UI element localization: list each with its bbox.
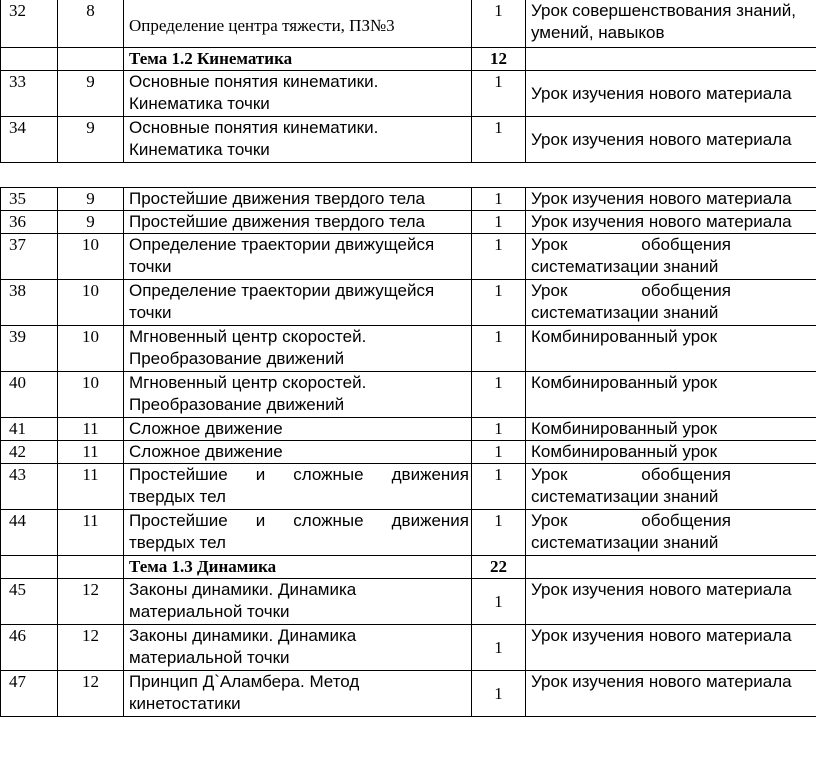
lesson-topic-line: Кинематика точки <box>129 140 270 159</box>
week-number: 11 <box>58 441 124 464</box>
lesson-topic-line <box>129 464 469 486</box>
table-row <box>1 671 816 717</box>
lesson-hours: 1 <box>472 418 526 441</box>
lesson-topic <box>124 372 472 418</box>
week-number: 10 <box>58 280 124 326</box>
lesson-topic-line: точки <box>129 257 172 276</box>
lesson-topic-line: Определение траектории движущейся <box>129 235 435 254</box>
table-row <box>1 71 816 117</box>
lesson-topic-line: Законы динамики. Динамика <box>129 626 357 645</box>
lesson-type-word: обобщения <box>641 281 731 300</box>
week-number: 9 <box>58 188 124 211</box>
lesson-topic <box>124 464 472 510</box>
lesson-hours: 1 <box>472 671 526 717</box>
lesson-topic <box>124 234 472 280</box>
lesson-type <box>526 510 816 556</box>
lesson-type: Комбинированный урок <box>526 326 816 372</box>
lesson-topic-word: движения <box>391 511 469 530</box>
lesson-type-word: обобщения <box>641 511 731 530</box>
lesson-topic-line: Основные понятия кинематики. <box>129 118 379 137</box>
lesson-topic <box>124 579 472 625</box>
week-number: 11 <box>58 418 124 441</box>
lesson-hours: 1 <box>472 625 526 671</box>
table-row <box>1 464 816 510</box>
lesson-hours: 1 <box>472 326 526 372</box>
lesson-number: 41 <box>1 418 58 441</box>
lesson-topic-line: Преобразование движений <box>129 349 345 368</box>
lesson-type-line <box>531 234 731 256</box>
lesson-type-line: систематизации знаний <box>531 303 719 322</box>
lesson-topic-line: Мгновенный центр скоростей. <box>129 373 367 392</box>
week-number: 9 <box>58 117 124 163</box>
lesson-topic-word: Простейшие <box>129 511 228 530</box>
table-row <box>1 280 816 326</box>
lesson-hours: 1 <box>472 188 526 211</box>
lesson-type-line <box>531 464 731 486</box>
lesson-topic-line: Мгновенный центр скоростей. <box>129 327 367 346</box>
lesson-topic: Определение центра тяжести, ПЗ№3 <box>124 0 472 48</box>
week-number: 12 <box>58 625 124 671</box>
lesson-topic-line: Принцип Д`Аламбера. Метод <box>129 672 360 691</box>
lesson-topic-line <box>129 510 469 532</box>
lesson-number: 34 <box>1 117 58 163</box>
lesson-type-line: систематизации знаний <box>531 533 719 552</box>
lesson-hours: 1 <box>472 280 526 326</box>
lesson-number: 33 <box>1 71 58 117</box>
lesson-number: 44 <box>1 510 58 556</box>
lesson-topic-line: Законы динамики. Динамика <box>129 580 357 599</box>
week-number: 10 <box>58 234 124 280</box>
lesson-type-word: обобщения <box>641 465 731 484</box>
week-number: 9 <box>58 71 124 117</box>
lesson-hours: 1 <box>472 464 526 510</box>
table-row <box>1 579 816 625</box>
lesson-number: 37 <box>1 234 58 280</box>
lesson-topic: Простейшие движения твердого тела <box>124 188 472 211</box>
lesson-number: 38 <box>1 280 58 326</box>
lesson-type: Урок изучения нового материала <box>526 211 816 234</box>
lesson-hours: 1 <box>472 0 526 48</box>
week-number: 11 <box>58 464 124 510</box>
lesson-hours: 1 <box>472 441 526 464</box>
lesson-type-line <box>531 280 731 302</box>
week-number: 10 <box>58 372 124 418</box>
section-hours: 12 <box>472 48 526 71</box>
lesson-topic <box>124 510 472 556</box>
lesson-hours: 1 <box>472 579 526 625</box>
lesson-topic: Простейшие движения твердого тела <box>124 211 472 234</box>
lesson-type-word: обобщения <box>641 235 731 254</box>
lesson-topic-line: материальной точки <box>129 602 290 621</box>
lesson-topic <box>124 671 472 717</box>
lesson-topic-word: сложные <box>293 465 364 484</box>
section-title: Тема 1.3 Динамика <box>124 556 472 579</box>
lesson-type <box>526 464 816 510</box>
week-number: 11 <box>58 510 124 556</box>
table-row <box>1 188 816 211</box>
table-row <box>1 117 816 163</box>
lesson-topic <box>124 280 472 326</box>
lesson-topic <box>124 117 472 163</box>
lesson-type <box>526 280 816 326</box>
week-number: 9 <box>58 211 124 234</box>
table-row <box>1 625 816 671</box>
week-number: 10 <box>58 326 124 372</box>
lesson-type <box>526 0 816 48</box>
lesson-number: 47 <box>1 671 58 717</box>
lesson-topic-line: Кинематика точки <box>129 94 270 113</box>
table-row <box>1 441 816 464</box>
lesson-topic-line: Преобразование движений <box>129 395 345 414</box>
lesson-topic <box>124 625 472 671</box>
lesson-type <box>526 234 816 280</box>
lesson-type: Комбинированный урок <box>526 372 816 418</box>
lesson-hours: 1 <box>472 211 526 234</box>
lesson-topic-word: движения <box>391 465 469 484</box>
lesson-hours: 1 <box>472 510 526 556</box>
lesson-number: 46 <box>1 625 58 671</box>
lesson-hours: 1 <box>472 372 526 418</box>
table-row <box>1 510 816 556</box>
table-row <box>1 326 816 372</box>
lesson-topic-line: Основные понятия кинематики. <box>129 72 379 91</box>
lesson-type: Урок изучения нового материала <box>526 188 816 211</box>
lesson-hours: 1 <box>472 71 526 117</box>
lesson-type: Урок изучения нового материала <box>526 117 816 163</box>
section-row <box>1 556 816 579</box>
lesson-number: 36 <box>1 211 58 234</box>
week-number: 8 <box>58 0 124 48</box>
table-row <box>1 418 816 441</box>
lesson-type: Урок изучения нового материала <box>526 579 816 625</box>
lesson-number: 40 <box>1 372 58 418</box>
table-row <box>1 234 816 280</box>
blank-row <box>1 163 816 188</box>
lesson-number: 43 <box>1 464 58 510</box>
lesson-type-line: систематизации знаний <box>531 487 719 506</box>
lesson-hours: 1 <box>472 117 526 163</box>
lesson-type: Урок изучения нового материала <box>526 625 816 671</box>
lesson-number: 32 <box>1 0 58 48</box>
lesson-topic <box>124 326 472 372</box>
week-number: 12 <box>58 671 124 717</box>
section-hours: 22 <box>472 556 526 579</box>
section-title: Тема 1.2 Кинематика <box>124 48 472 71</box>
lesson-type-word: Урок <box>531 281 568 300</box>
lesson-topic: Сложное движение <box>124 418 472 441</box>
lesson-type: Урок изучения нового материала <box>526 71 816 117</box>
lesson-topic-word: и <box>255 465 266 484</box>
lesson-topic <box>124 71 472 117</box>
lesson-topic-word: и <box>255 511 266 530</box>
lesson-topic: Сложное движение <box>124 441 472 464</box>
lesson-hours: 1 <box>472 234 526 280</box>
lesson-type: Комбинированный урок <box>526 441 816 464</box>
lesson-number: 42 <box>1 441 58 464</box>
lesson-number: 35 <box>1 188 58 211</box>
lesson-topic-line: кинетостатики <box>129 694 241 713</box>
lesson-topic-line: материальной точки <box>129 648 290 667</box>
lesson-topic-line: твердых тел <box>129 487 226 506</box>
lesson-type-word: Урок <box>531 465 568 484</box>
lesson-type-line <box>531 510 731 532</box>
lesson-topic-line: Определение траектории движущейся <box>129 281 435 300</box>
lesson-type-line: систематизации знаний <box>531 257 719 276</box>
lesson-topic-word: Простейшие <box>129 465 228 484</box>
table-row <box>1 372 816 418</box>
lesson-type-word: Урок <box>531 511 568 530</box>
table-row <box>1 0 816 48</box>
lesson-type: Урок изучения нового материала <box>526 671 816 717</box>
lesson-number: 45 <box>1 579 58 625</box>
lesson-type-line: Урок совершенствования знаний, <box>531 1 796 20</box>
lesson-topic-word: сложные <box>293 511 364 530</box>
lesson-type-line: умений, навыков <box>531 23 665 42</box>
lesson-topic-line: твердых тел <box>129 533 226 552</box>
table-row <box>1 211 816 234</box>
lesson-number: 39 <box>1 326 58 372</box>
lesson-type: Комбинированный урок <box>526 418 816 441</box>
lesson-type-word: Урок <box>531 235 568 254</box>
lesson-topic-line: точки <box>129 303 172 322</box>
week-number: 12 <box>58 579 124 625</box>
section-row <box>1 48 816 71</box>
